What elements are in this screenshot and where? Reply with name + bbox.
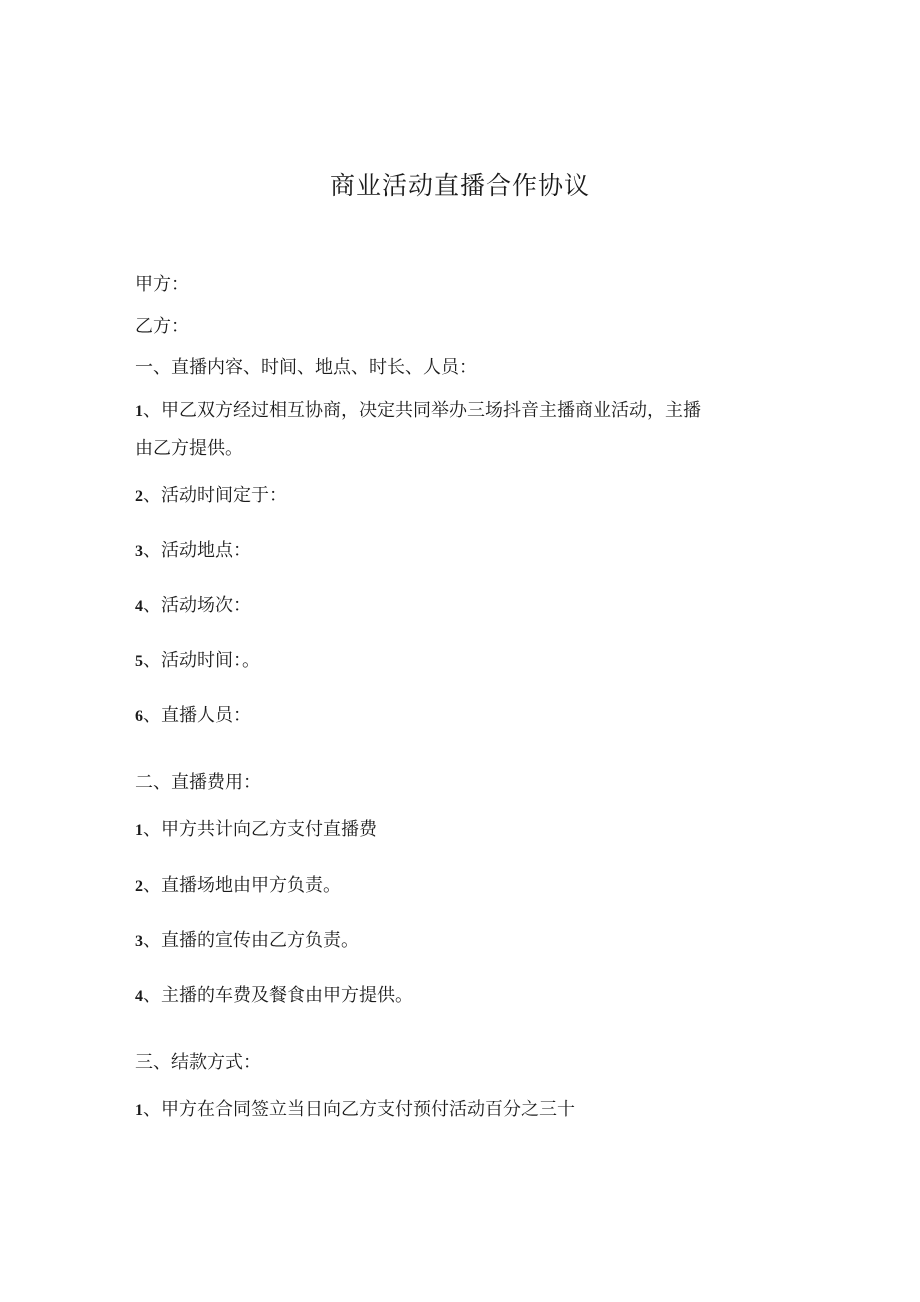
item-text: 、活动时间定于： <box>143 485 287 506</box>
section-1-item-3 <box>135 539 251 564</box>
section-1-item-1 <box>135 399 701 424</box>
section-2-item-2 <box>135 874 341 899</box>
item-text: 、活动场次： <box>143 595 251 616</box>
party-b-label: 乙方： <box>135 316 189 337</box>
item-text: 、直播的宣传由乙方负责。 <box>143 930 359 951</box>
section-2-heading: 二、直播费用： <box>135 772 261 793</box>
section-1-item-4 <box>135 594 251 619</box>
item-number: 6 <box>135 708 143 725</box>
item-number: 2 <box>135 488 143 505</box>
item-number: 1 <box>135 403 143 420</box>
section-2-item-1 <box>135 818 377 843</box>
item-text: 、活动地点： <box>143 540 251 561</box>
item-number: 1 <box>135 822 143 839</box>
item-number: 1 <box>135 1102 143 1119</box>
document-title: 商业活动直播合作协议 <box>329 171 590 200</box>
item-number: 3 <box>135 933 143 950</box>
item-text: 、主播的车费及餐食由甲方提供。 <box>143 985 413 1006</box>
section-2-item-3 <box>135 929 359 954</box>
section-3-item-1 <box>135 1098 575 1123</box>
item-number: 4 <box>135 598 143 615</box>
item-number: 3 <box>135 543 143 560</box>
item-text: 、活动时间：。 <box>143 650 260 671</box>
section-1-item-6 <box>135 704 251 729</box>
item-text: 、甲乙双方经过相互协商，决定共同举办三场抖音主播商业活动，主播 <box>143 400 701 421</box>
item-text: 、直播场地由甲方负责。 <box>143 875 341 896</box>
section-1-item-2 <box>135 484 287 509</box>
item-number: 2 <box>135 878 143 895</box>
section-3-heading: 三、结款方式： <box>135 1052 261 1073</box>
section-2-item-4 <box>135 984 413 1009</box>
section-1-heading: 一、直播内容、时间、地点、时长、人员： <box>135 357 477 378</box>
party-a-label: 甲方： <box>135 274 189 295</box>
section-1-item-5 <box>135 649 260 674</box>
item-number: 5 <box>135 653 143 670</box>
item-text: 、甲方在合同签立当日向乙方支付预付活动百分之三十 <box>143 1099 575 1120</box>
item-text: 、甲方共计向乙方支付直播费 <box>143 819 377 840</box>
item-text: 、直播人员： <box>143 705 251 726</box>
section-1-item-1-continuation: 由乙方提供。 <box>135 438 243 459</box>
item-number: 4 <box>135 988 143 1005</box>
